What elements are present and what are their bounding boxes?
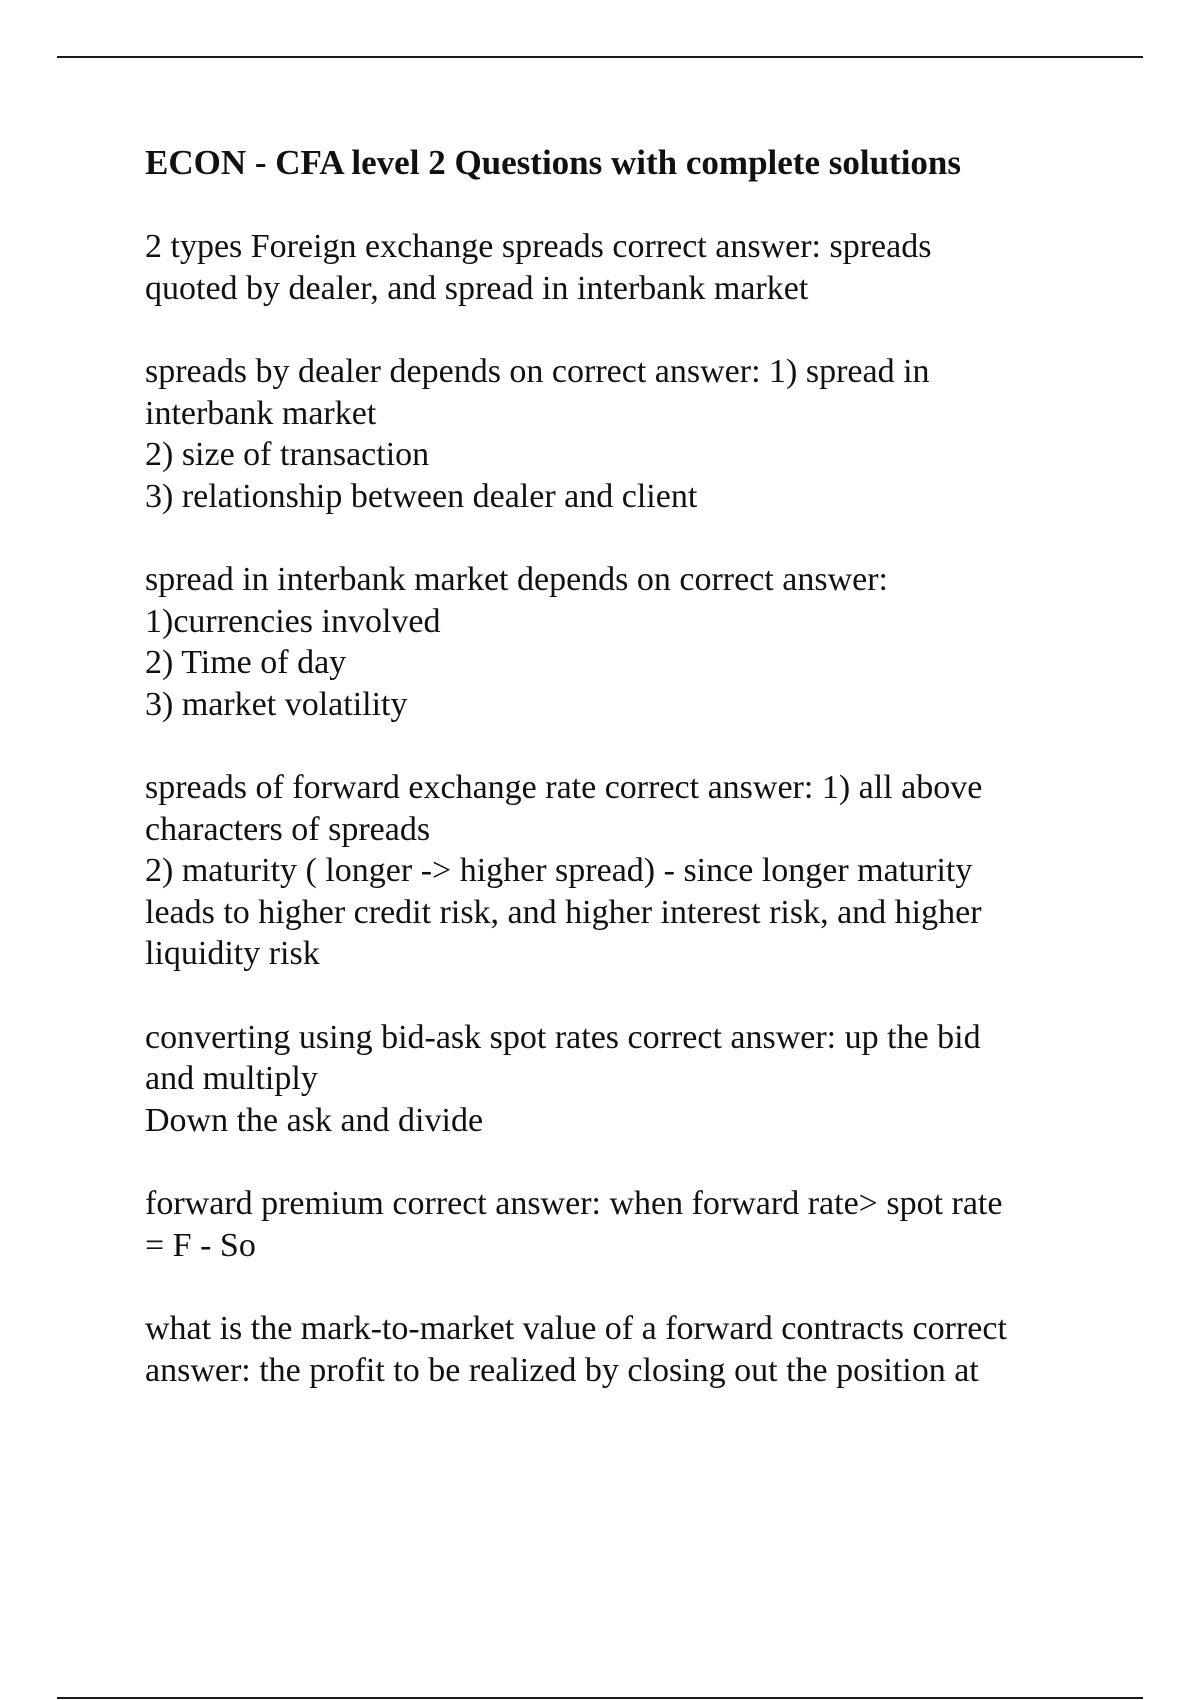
qa-line: spreads of forward exchange rate correct answer: 1) all above [145,769,983,806]
qa-line: 3) market volatility [145,685,408,723]
top-divider [57,56,1143,58]
bottom-divider [57,1697,1143,1699]
qa-entry [145,559,1105,725]
qa-entry [145,226,1105,309]
qa-entry [145,767,1105,975]
qa-line: spreads by dealer depends on correct answer: 1) spread in [145,353,930,390]
qa-line: = F - So [145,1226,256,1264]
qa-line: spread in interbank market depends on correct answer: [145,561,888,598]
qa-line: leads to higher credit risk, and higher interest risk, and higher [145,893,982,931]
qa-line: 2) Time of day [145,644,347,681]
qa-line: quoted by dealer, and spread in interbank market [145,269,809,307]
qa-line: and multiply [145,1060,318,1097]
qa-line: what is the mark-to-market value of a forward contracts correct [145,1310,1007,1347]
qa-line: liquidity risk [145,935,320,972]
document-body [145,142,1105,1433]
qa-line: characters of spreads [145,810,431,848]
qa-line: 2) maturity ( longer -> higher spread) - since longer maturity [145,852,973,889]
qa-line: 2) size of transaction [145,436,430,473]
qa-entry [145,351,1105,517]
qa-entry [145,1183,1105,1266]
qa-entry [145,1017,1105,1142]
qa-entry [145,1308,1105,1391]
qa-line: 2 types Foreign exchange spreads correct answer: spreads [145,228,932,265]
qa-line: converting using bid-ask spot rates correct answer: up the bid [145,1018,981,1056]
qa-line: interbank market [145,394,377,432]
qa-line: Down the ask and divide [145,1101,484,1139]
qa-line: forward premium correct answer: when forward rate> spot rate [145,1185,1003,1222]
document-title: ECON - CFA level 2 Questions with complete solutions [145,143,962,182]
qa-line: 3) relationship between dealer and client [145,477,698,515]
qa-line: answer: the profit to be realized by closing out the position at [145,1351,979,1389]
qa-line: 1)currencies involved [145,602,441,640]
